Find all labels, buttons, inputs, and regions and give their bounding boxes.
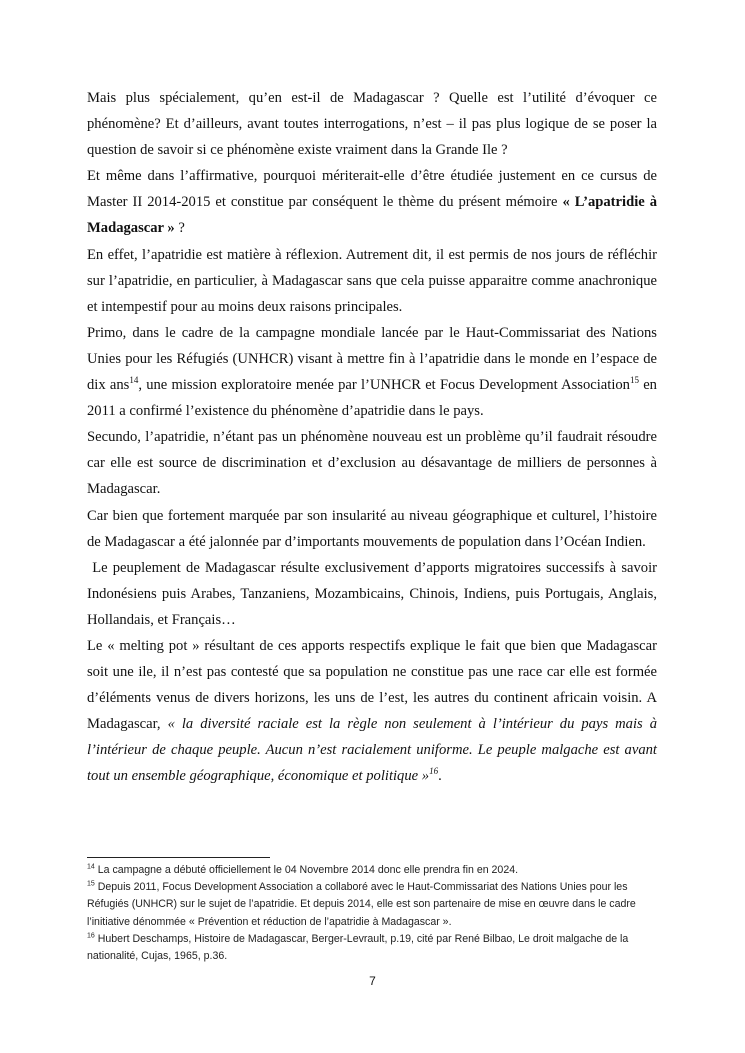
paragraph-3: En effet, l’apatridie est matière à réflexion. Autrement dit, il est permis de nos jours de réfléchir sur l’apatridie, en particulier, à Madagascar sans que cela puisse apparaitre comme anachronique et intempestif pour au moins deux raisons principales. [87,246,657,315]
thesis-title: « L’apatridie à Madagascar » [87,194,657,237]
footnote-16 [87,931,657,965]
footnotes [87,862,657,965]
footnote-number: 16 [87,932,95,940]
paragraph-2-text: Et même dans l’affirmative, pourquoi mériterait-elle d’être étudiée justement en ce cursus de Master II 2014-2015 et constitue par conséquent le thème du présent mémoire [87,168,657,211]
footnote-number: 14 [87,863,95,871]
footnote-14 [87,862,657,879]
paragraph-4-text-b: , une mission exploratoire menée par l’UNHCR et Focus Development Association [138,377,630,394]
body-text [87,85,661,790]
page-number: 7 [369,974,376,988]
paragraph-4-text-a: Primo, dans le cadre de la campagne mondiale lancée par le Haut-Commissariat des Nations Unies pour les Réfugiés (UNHCR) visant à mettre fin à l’apatridie dans le monde en l’espace de dix ans [87,324,657,394]
footnote-number: 15 [87,880,95,888]
paragraph-7: Le peuplement de Madagascar résulte exclusivement d’apports migratoires successifs à savoir Indonésiens puis Arabes, Tanzaniens, Mozambicains, Chinois, Indiens, puis Portugais, Anglais, Hollandais, et Français… [87,559,661,628]
footnote-ref-15[interactable]: 15 [629,375,639,386]
paragraph-6: Car bien que fortement marquée par son insularité au niveau géographique et culturel, l’histoire de Madagascar a été jalonnée par d’importants mouvements de population dans l’Océan Indien. [87,507,657,550]
paragraph-8-text: Le « melting pot » résultant de ces apports respectifs explique le fait que bien que Madagascar soit une ile, il n’est pas contesté que sa population ne constitue pas une race car elle est formée d’éléments venus de divers horizons, les uns de l’est, les autres du continent africain voisin. A Madagascar, [87,637,657,733]
paragraph-8-end: . [438,768,442,785]
footnote-text: Depuis 2011, Focus Development Association a collaboré avec le Haut-Commissariat des Nations Unies pour les Réfugiés (UNHCR) sur le sujet de l’apatridie. Et depuis 2014, elle est son partenaire de mise en œuvre dans le cadre l’initiative dénommée « Prévention et réduction de l’apatridie à Madagascar ». [87,881,636,928]
footnote-ref-16[interactable]: 16 [429,766,439,777]
paragraph-4 [87,320,657,424]
paragraph-5: Secundo, l’apatridie, n’étant pas un phénomène nouveau est un problème qu’il faudrait résoudre car elle est source de discrimination et d’exclusion au désavantage de milliers de personnes à Madagascar. [87,429,657,498]
paragraph-2 [87,163,657,241]
footnote-text: Hubert Deschamps, Histoire de Madagascar, Berger-Levrault, p.19, cité par René Bilbao, Le droit malgache de la nationalité, Cujas, 1965, p.36. [87,932,629,963]
footnote-ref-14[interactable]: 14 [129,375,139,386]
deschamps-quote: « la diversité raciale est la règle non seulement à l’intérieur du pays mais à l’intérieur de chaque peuple. Aucun n’est racialement uniforme. Le peuple malgache est avant tout un ensemble géographique, économique et politique » [87,716,657,785]
paragraph-1: Mais plus spécialement, qu’en est-il de Madagascar ? Quelle est l’utilité d’évoquer ce phénomène? Et d’ailleurs, avant toutes interrogations, n’est – il pas plus logique de se poser la question de savoir si ce phénomène existe vraiment dans la Grande Ile ? [87,90,657,159]
footnote-text: La campagne a débuté officiellement le 04 Novembre 2014 donc elle prendra fin en 2024. [94,864,519,876]
paragraph-8 [87,633,657,790]
paragraph-4-text-c: en 2011 a confirmé l’existence du phénomène d’apatridie dans le pays. [87,377,657,420]
footnote-15 [87,879,657,931]
paragraph-2-end: ? [174,220,185,237]
footnote-separator [87,857,270,858]
